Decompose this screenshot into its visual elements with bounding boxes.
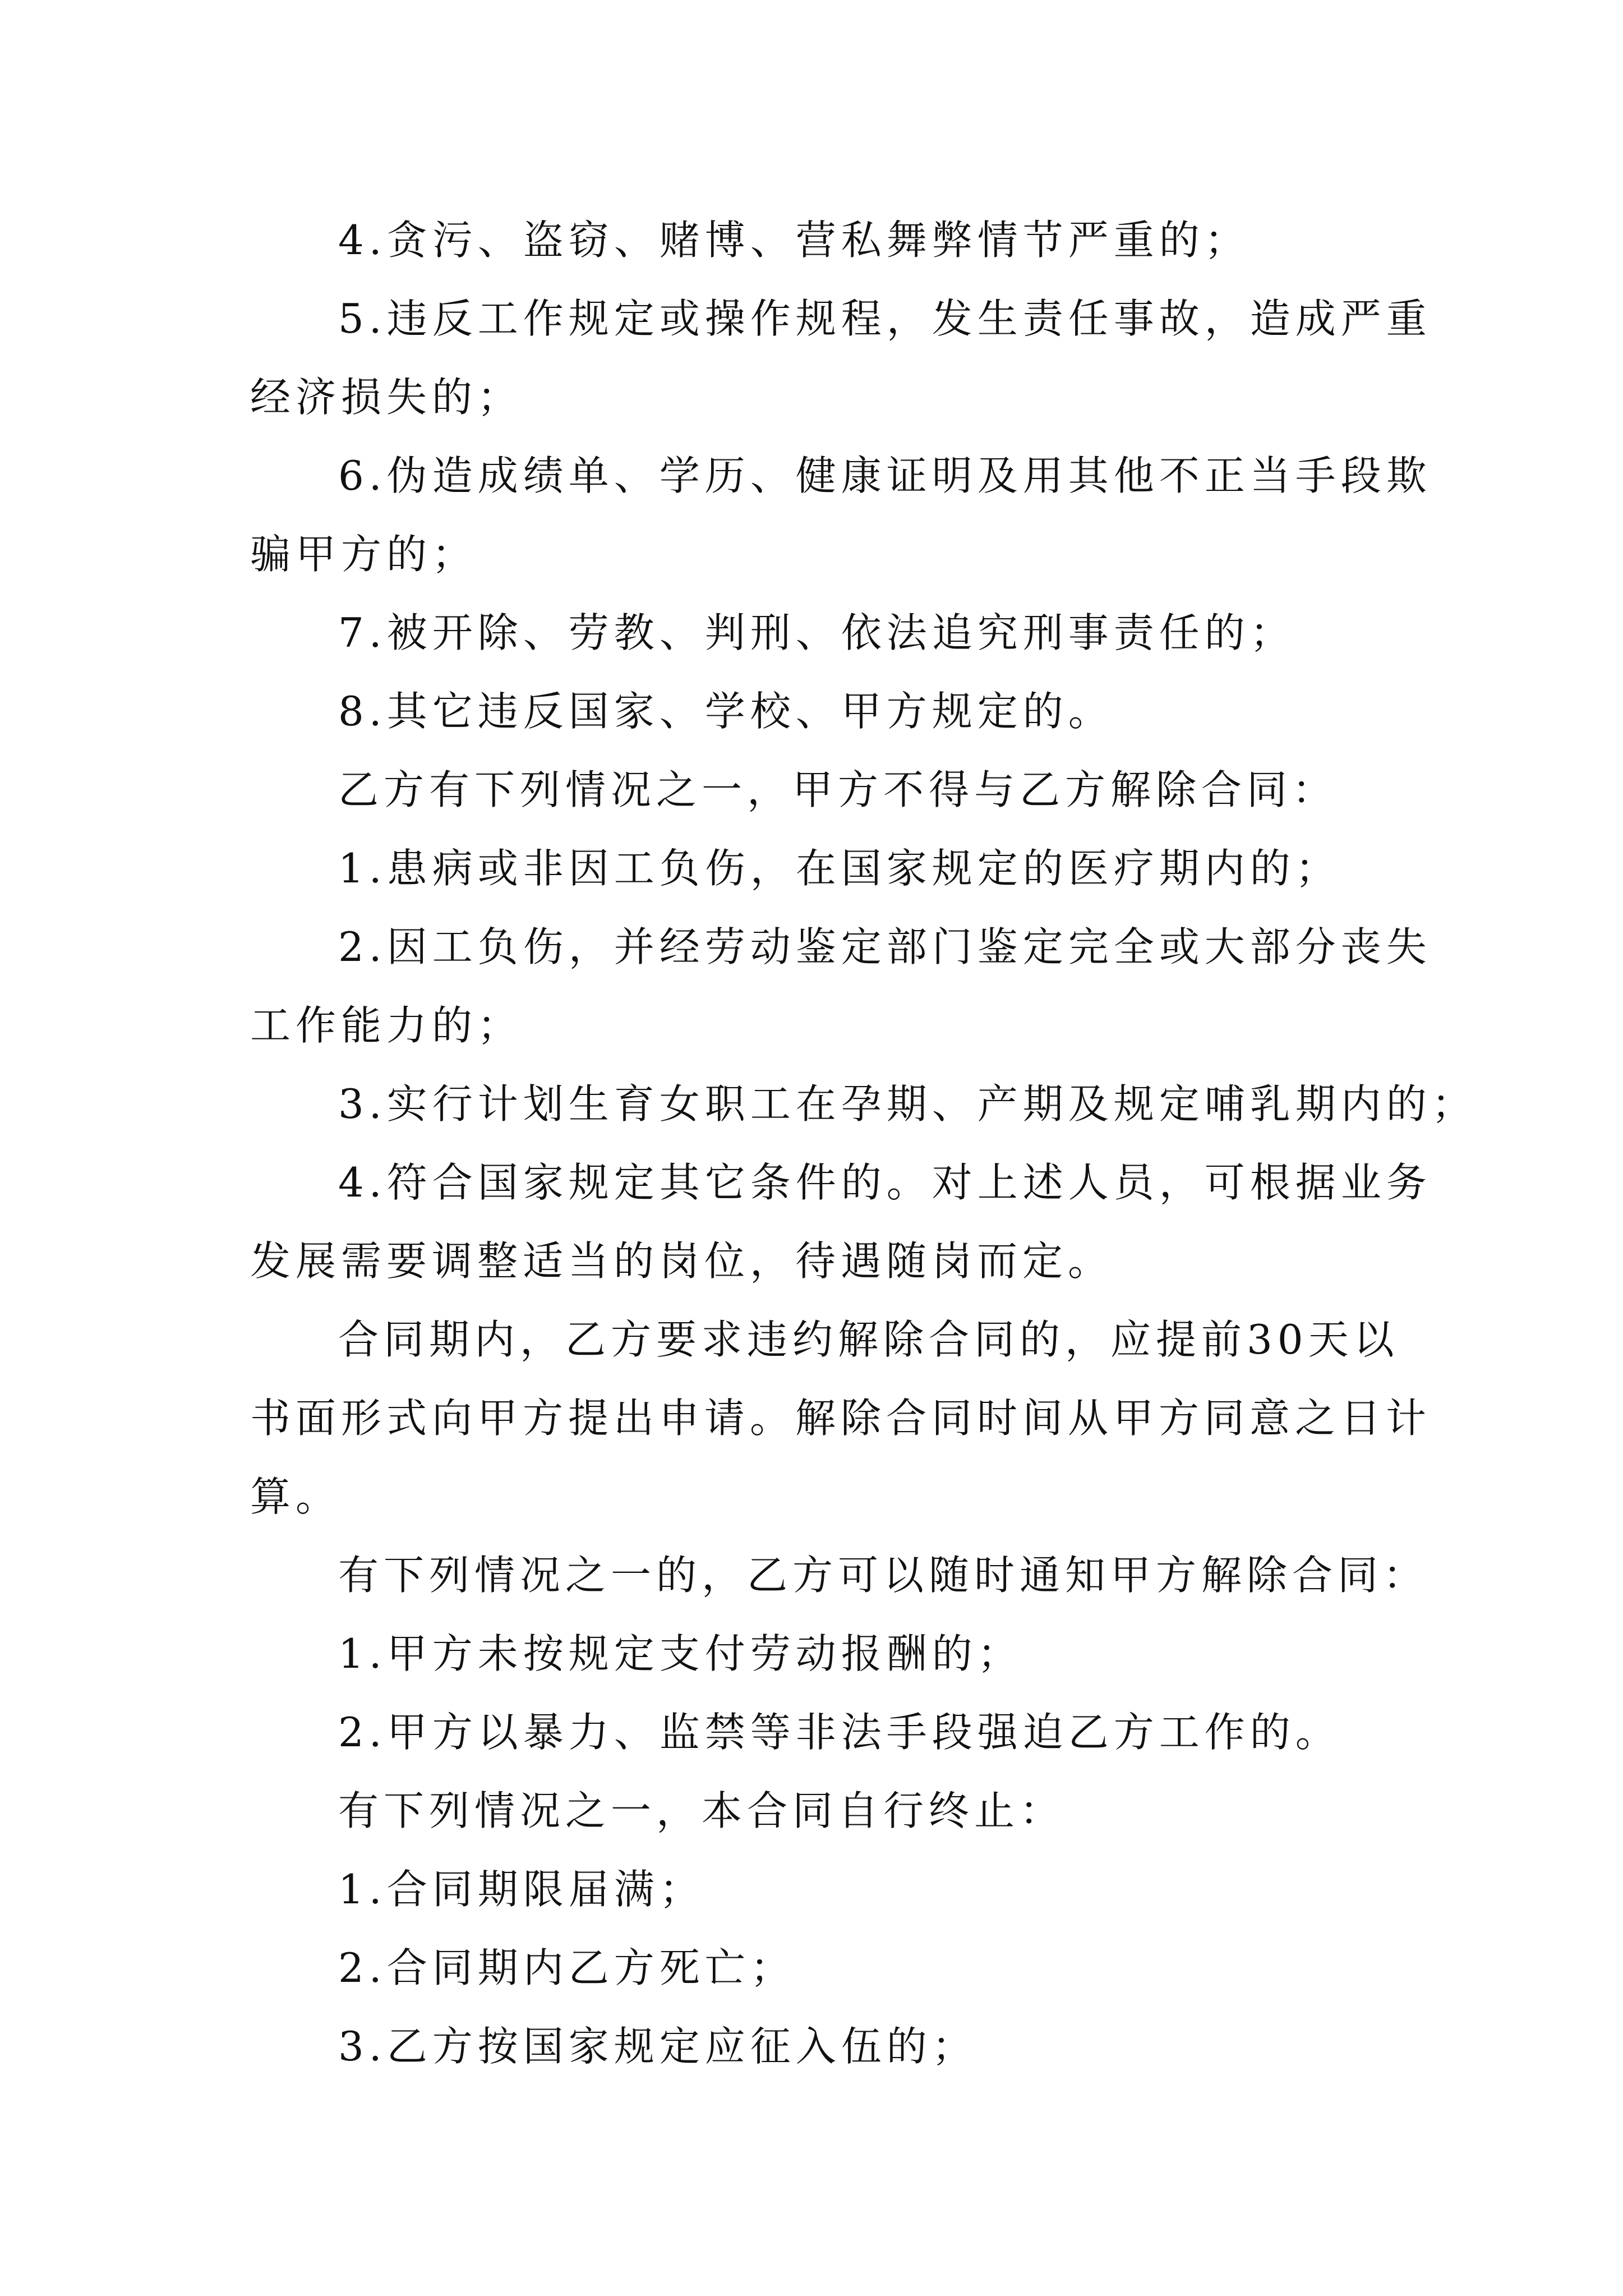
clause-line: 6.伪造成绩单、学历、健康证明及用其他不正当手段欺 bbox=[338, 452, 1432, 499]
paragraph-line: 有下列情况之一，本合同自行终止： bbox=[338, 1787, 1066, 1834]
clause-line: 4.贪污、盗窃、赌博、营私舞弊情节严重的； bbox=[338, 217, 1250, 264]
paragraph-line: 书面形式向甲方提出申请。解除合同时间从甲方同意之日计 bbox=[250, 1395, 1432, 1442]
clause-line: 3.乙方按国家规定应征入伍的； bbox=[338, 2023, 978, 2070]
clause-line: 1.合同期限届满； bbox=[338, 1866, 705, 1913]
clause-line: 1.患病或非因工负伤，在国家规定的医疗期内的； bbox=[338, 845, 1341, 892]
paragraph-line: 算。 bbox=[250, 1473, 342, 1520]
paragraph-line: 有下列情况之一的，乙方可以随时通知甲方解除合同： bbox=[338, 1552, 1429, 1599]
clause-line: 1.甲方未按规定支付劳动报酬的； bbox=[338, 1630, 1023, 1677]
clause-line: 2.因工负伤，并经劳动鉴定部门鉴定完全或大部分丧失 bbox=[338, 923, 1432, 970]
clause-line: 2.甲方以暴力、监禁等非法手段强迫乙方工作的。 bbox=[338, 1709, 1341, 1756]
clause-line: 经济损失的； bbox=[250, 374, 523, 421]
paragraph-line: 合同期内，乙方要求违约解除合同的，应提前30天以 bbox=[338, 1316, 1399, 1363]
clause-line: 发展需要调整适当的岗位，待遇随岗而定。 bbox=[250, 1237, 1114, 1285]
clause-line: 7.被开除、劳教、判刑、依法追究刑事责任的； bbox=[338, 609, 1295, 656]
clause-line: 骗甲方的； bbox=[250, 531, 478, 578]
clause-line: 8.其它违反国家、学校、甲方规定的。 bbox=[338, 688, 1114, 735]
paragraph-line: 乙方有下列情况之一，甲方不得与乙方解除合同： bbox=[338, 766, 1338, 813]
clause-line: 工作能力的； bbox=[250, 1002, 523, 1049]
clause-line: 5.违反工作规定或操作规程，发生责任事故，造成严重 bbox=[338, 295, 1432, 342]
clause-line: 2.合同期内乙方死亡； bbox=[338, 1944, 796, 1991]
clause-line: 4.符合国家规定其它条件的。对上述人员，可根据业务 bbox=[338, 1159, 1432, 1206]
clause-line: 3.实行计划生育女职工在孕期、产期及规定哺乳期内的； bbox=[338, 1080, 1477, 1128]
